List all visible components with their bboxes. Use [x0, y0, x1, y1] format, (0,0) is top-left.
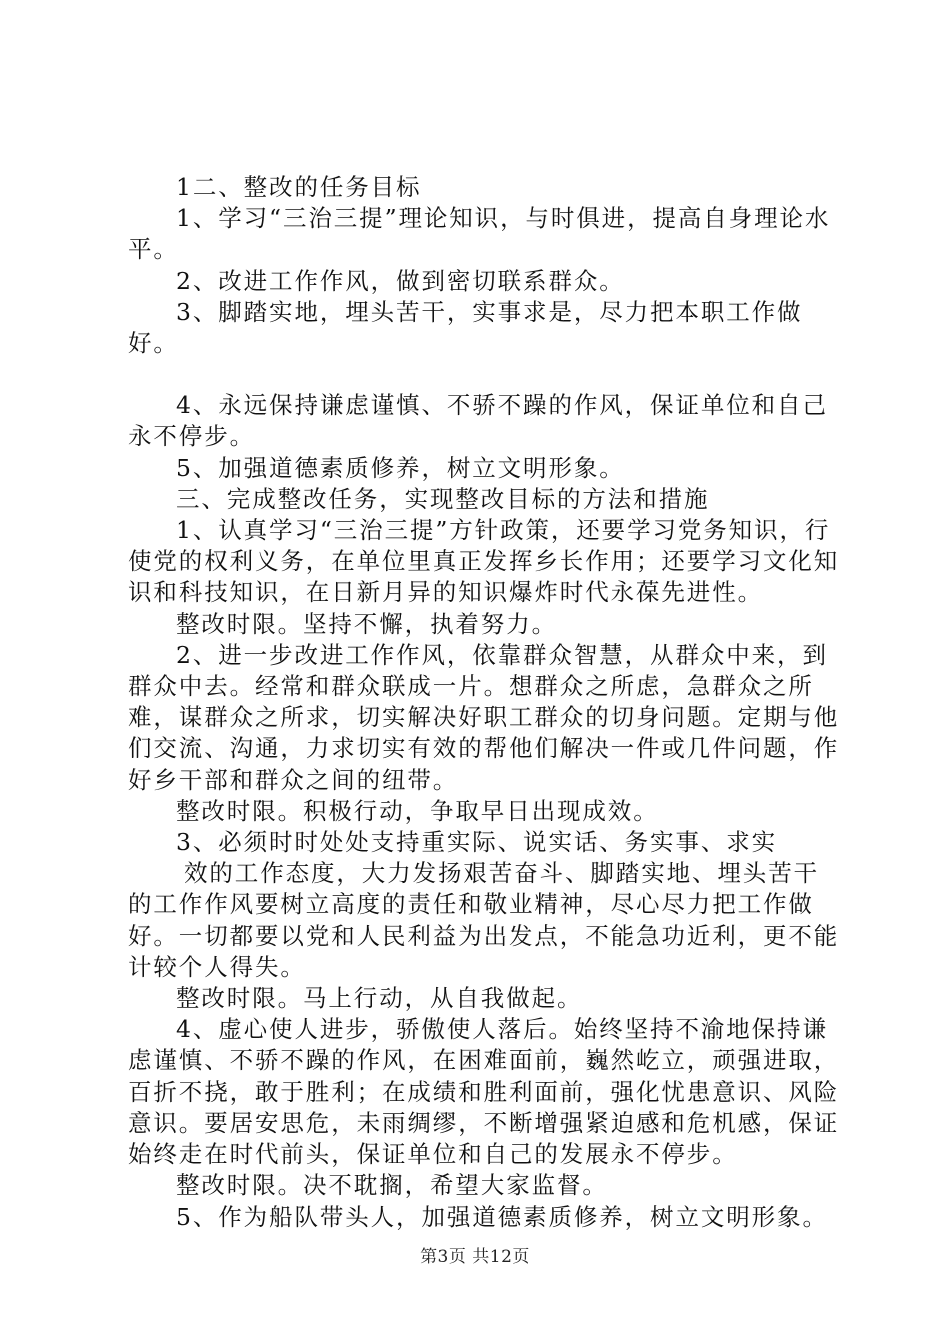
paragraph-goal-1: 1、学习“三治三提”理论知识，与时俱进，提高自身理论水平。: [128, 204, 831, 264]
document-body: [128, 172, 840, 1233]
paragraph-measure-3-cont: 效的工作态度，大力发扬艰苦奋斗、脚踏实地、埋头苦干的工作作风要树立高度的责任和敬业精神，尽心尽力把工作做好。一切都要以党和人民利益为出发点，不能急功近利，更不能计较个人得失。: [128, 859, 840, 981]
paragraph-measure-3-start: 3、必须时时处处支持重实际、说实话、务实事、求实: [176, 828, 778, 857]
page-footer: 第3页 共12页: [420, 1247, 530, 1267]
paragraph-deadline-1: 整改时限。坚持不懈，执着努力。: [176, 609, 557, 638]
paragraph-heading-2: 1二、整改的任务目标: [176, 173, 422, 201]
paragraph-heading-3: 三、完成整改任务，实现整改目标的方法和措施: [176, 484, 710, 513]
paragraph-goal-3: 3、脚踏实地，埋头苦干，实事求是，尽力把本职工作做好。: [128, 297, 803, 358]
paragraph-deadline-4: 整改时限。决不耽搁，希望大家监督。: [176, 1171, 608, 1200]
paragraph-measure-5: 5、作为船队带头人，加强道德素质修养，树立文明形象。: [176, 1202, 828, 1231]
paragraph-measure-2: 2、进一步改进工作作风，依靠群众智慧，从群众中来，到群众中去。经常和群众联成一片。想群众之所虑，急群众之所难，谋群众之所求，切实解决好职工群众的切身问题。定期与他们交流、沟通，力求切实有效的帮他们解决一件或几件问题，作好乡干部和群众之间的纽带。: [128, 640, 840, 794]
paragraph-goal-2: 2、改进工作作风，做到密切联系群众。: [176, 266, 625, 295]
paragraph-goal-4: 4、永远保持谦虑谨慎、不骄不躁的作风，保证单位和自己永不停步。: [128, 391, 828, 451]
paragraph-measure-4: 4、虚心使人进步，骄傲使人落后。始终坚持不渝地保持谦虑谨慎、不骄不躁的作风，在困难面前，巍然屹立，顽强进取，百折不挠，敢于胜利；在成绩和胜利面前，强化忧患意识、风险意识。要居安思危，未雨绸缪，不断增强紧迫感和危机感，保证始终走在时代前头，保证单位和自己的发展永不停步。: [128, 1015, 840, 1169]
paragraph-deadline-2: 整改时限。积极行动，争取早日出现成效。: [176, 796, 659, 825]
paragraph-measure-1: 1、认真学习“三治三提”方针政策，还要学习党务知识，行使党的权利义务，在单位里真正发挥乡长作用；还要学习文化知识和科技知识，在日新月异的知识爆炸时代永葆先进性。: [128, 516, 840, 607]
paragraph-deadline-3: 整改时限。马上行动，从自我做起。: [176, 984, 583, 1013]
blank-line: [128, 359, 840, 390]
paragraph-goal-5: 5、加强道德素质修养，树立文明形象。: [176, 453, 625, 482]
